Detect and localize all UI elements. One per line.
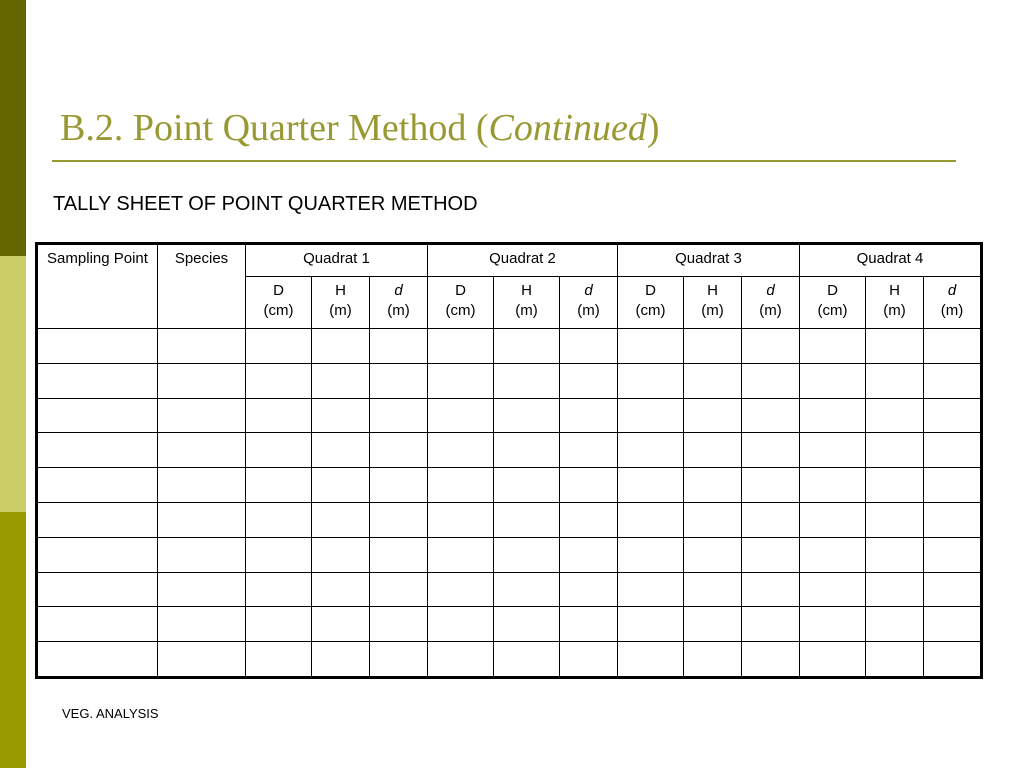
title-text: B.2. Point Quarter Method ( <box>60 107 489 149</box>
column-name: H <box>335 282 346 299</box>
table-cell <box>37 398 158 433</box>
table-cell <box>800 468 866 503</box>
table-cell <box>370 363 428 398</box>
table-cell <box>866 537 924 572</box>
table-cell <box>800 363 866 398</box>
table-row <box>37 329 982 364</box>
table-cell <box>428 329 494 364</box>
table-cell <box>742 502 800 537</box>
table-cell <box>618 572 684 607</box>
table-cell <box>742 398 800 433</box>
table-cell <box>560 329 618 364</box>
table-cell <box>37 502 158 537</box>
table-cell <box>494 572 560 607</box>
table-cell <box>37 642 158 678</box>
table-cell <box>494 502 560 537</box>
column-name: d <box>947 282 957 299</box>
column-unit: (cm) <box>445 302 476 319</box>
table-cell <box>312 642 370 678</box>
quadrat-4-header: Quadrat 4 <box>800 244 982 277</box>
quadrat-3-D-header <box>618 277 684 329</box>
quadrat-3-H-header <box>684 277 742 329</box>
quadrat-2-H-header <box>494 277 560 329</box>
quadrat-1-header: Quadrat 1 <box>246 244 428 277</box>
table-cell <box>924 607 982 642</box>
side-accent-top <box>0 0 26 256</box>
column-unit: (m) <box>515 302 538 319</box>
table-cell <box>684 607 742 642</box>
table-cell <box>800 502 866 537</box>
table-cell <box>560 502 618 537</box>
table-cell <box>866 642 924 678</box>
table-cell <box>618 537 684 572</box>
column-unit: (m) <box>387 302 410 319</box>
column-name: D <box>827 282 838 299</box>
table-cell <box>684 572 742 607</box>
table-cell <box>618 433 684 468</box>
table-cell <box>428 502 494 537</box>
table-cell <box>494 468 560 503</box>
table-cell <box>312 468 370 503</box>
side-accent-middle <box>0 256 26 512</box>
table-cell <box>312 537 370 572</box>
column-name: d <box>584 282 593 299</box>
table-cell <box>37 433 158 468</box>
table-cell <box>370 607 428 642</box>
table-cell <box>924 398 982 433</box>
table-cell <box>742 363 800 398</box>
table-cell <box>684 433 742 468</box>
table-cell <box>428 537 494 572</box>
table-cell <box>37 468 158 503</box>
quadrat-4-H-header <box>866 277 924 329</box>
table-cell <box>37 363 158 398</box>
table-cell <box>924 329 982 364</box>
table-cell <box>370 572 428 607</box>
table-cell <box>312 572 370 607</box>
table-header-row <box>37 244 982 277</box>
table-cell <box>37 572 158 607</box>
quadrat-1-D-header <box>246 277 312 329</box>
column-name: H <box>707 282 718 299</box>
quadrat-1-d-header <box>370 277 428 329</box>
column-unit: (m) <box>759 302 782 319</box>
table-cell <box>618 642 684 678</box>
title-italic-text: Continued <box>488 107 647 149</box>
table-cell <box>684 537 742 572</box>
table-cell <box>158 363 246 398</box>
table-cell <box>494 642 560 678</box>
table-cell <box>494 433 560 468</box>
quadrat-3-d-header <box>742 277 800 329</box>
table-cell <box>428 468 494 503</box>
table-cell <box>800 433 866 468</box>
column-unit: (m) <box>940 302 964 319</box>
side-accent-bottom <box>0 512 26 768</box>
table-cell <box>742 329 800 364</box>
table-cell <box>742 537 800 572</box>
table-cell <box>866 607 924 642</box>
table-cell <box>618 363 684 398</box>
column-unit: (m) <box>883 302 906 319</box>
table-cell <box>246 502 312 537</box>
table-cell <box>37 537 158 572</box>
table-cell <box>428 607 494 642</box>
table-cell <box>924 537 982 572</box>
quadrat-2-d-header <box>560 277 618 329</box>
quadrat-1-H-header <box>312 277 370 329</box>
table-cell <box>370 537 428 572</box>
table-cell <box>742 433 800 468</box>
table-cell <box>246 537 312 572</box>
table-cell <box>742 468 800 503</box>
slide-title <box>60 100 660 156</box>
table-cell <box>560 468 618 503</box>
table-cell <box>924 572 982 607</box>
table-cell <box>618 468 684 503</box>
table-cell <box>312 398 370 433</box>
table-cell <box>37 607 158 642</box>
table-cell <box>684 363 742 398</box>
table-cell <box>866 572 924 607</box>
table-cell <box>684 502 742 537</box>
table-cell <box>800 329 866 364</box>
table-cell <box>246 363 312 398</box>
table-cell <box>37 329 158 364</box>
table-cell <box>560 363 618 398</box>
table-row <box>37 642 982 678</box>
table-cell <box>246 607 312 642</box>
table-row <box>37 572 982 607</box>
column-unit: (m) <box>577 302 600 319</box>
table-cell <box>866 433 924 468</box>
table-cell <box>800 398 866 433</box>
table-cell <box>428 398 494 433</box>
table-cell <box>370 468 428 503</box>
table-cell <box>158 398 246 433</box>
table-cell <box>560 607 618 642</box>
tally-sheet-table <box>35 242 983 679</box>
table-cell <box>618 502 684 537</box>
table-cell <box>494 363 560 398</box>
table-cell <box>684 398 742 433</box>
table-cell <box>246 329 312 364</box>
table-cell <box>312 433 370 468</box>
table-cell <box>158 329 246 364</box>
quadrat-2-D-header <box>428 277 494 329</box>
table-cell <box>560 537 618 572</box>
side-accent-bar <box>0 0 26 768</box>
table-cell <box>158 468 246 503</box>
table-cell <box>618 398 684 433</box>
table-cell <box>924 433 982 468</box>
table-cell <box>742 607 800 642</box>
table-cell <box>684 329 742 364</box>
table-cell <box>246 433 312 468</box>
table-cell <box>158 433 246 468</box>
column-name: D <box>645 282 656 299</box>
table-cell <box>312 502 370 537</box>
table-row <box>37 433 982 468</box>
table-cell <box>800 537 866 572</box>
column-unit: (m) <box>701 302 724 319</box>
column-unit: (m) <box>329 302 352 319</box>
table-cell <box>924 642 982 678</box>
table-cell <box>800 607 866 642</box>
column-unit: (cm) <box>635 302 666 319</box>
column-name: d <box>766 282 775 299</box>
table-cell <box>866 363 924 398</box>
table-cell <box>560 572 618 607</box>
column-name: H <box>521 282 532 299</box>
table-cell <box>312 363 370 398</box>
table-cell <box>494 329 560 364</box>
table-row <box>37 398 982 433</box>
table-cell <box>312 607 370 642</box>
table-row <box>37 468 982 503</box>
table-cell <box>370 433 428 468</box>
table-cell <box>158 607 246 642</box>
table-cell <box>246 572 312 607</box>
table-cell <box>800 642 866 678</box>
table-cell <box>246 468 312 503</box>
column-name: H <box>889 282 900 299</box>
table-cell <box>866 502 924 537</box>
table-row <box>37 537 982 572</box>
table-cell <box>370 329 428 364</box>
table-row <box>37 607 982 642</box>
table-cell <box>560 642 618 678</box>
table-cell <box>618 329 684 364</box>
table-cell <box>866 398 924 433</box>
table-row <box>37 502 982 537</box>
table-cell <box>742 642 800 678</box>
table-cell <box>684 468 742 503</box>
title-underline <box>52 160 956 162</box>
table-cell <box>158 572 246 607</box>
table-cell <box>494 398 560 433</box>
table-cell <box>428 433 494 468</box>
quadrat-4-D-header <box>800 277 866 329</box>
table-cell <box>370 398 428 433</box>
table-cell <box>742 572 800 607</box>
column-name: D <box>273 282 284 299</box>
table-cell <box>924 502 982 537</box>
quadrat-4-d-header <box>924 277 982 329</box>
table-cell <box>866 468 924 503</box>
column-name: D <box>455 282 466 299</box>
quadrat-2-header: Quadrat 2 <box>428 244 618 277</box>
table-cell <box>494 607 560 642</box>
quadrat-3-header: Quadrat 3 <box>618 244 800 277</box>
table-cell <box>494 537 560 572</box>
table-cell <box>428 572 494 607</box>
title-end-text: ) <box>646 107 660 149</box>
table-cell <box>800 572 866 607</box>
table-cell <box>618 607 684 642</box>
table-cell <box>428 363 494 398</box>
table-cell <box>246 642 312 678</box>
table-cell <box>370 642 428 678</box>
table-cell <box>428 642 494 678</box>
table-cell <box>312 329 370 364</box>
column-name: d <box>394 282 403 299</box>
table-row <box>37 363 982 398</box>
table-cell <box>560 398 618 433</box>
table-cell <box>866 329 924 364</box>
table-cell <box>924 468 982 503</box>
sampling-point-header: Sampling Point <box>37 244 158 329</box>
slide-footer: VEG. ANALYSIS <box>62 706 159 721</box>
table-cell <box>158 537 246 572</box>
table-cell <box>560 433 618 468</box>
species-header: Species <box>158 244 246 329</box>
table-cell <box>684 642 742 678</box>
table-cell <box>246 398 312 433</box>
column-unit: (cm) <box>817 302 848 319</box>
table-cell <box>158 642 246 678</box>
slide-subtitle: TALLY SHEET OF POINT QUARTER METHOD <box>53 193 478 215</box>
table-cell <box>370 502 428 537</box>
column-unit: (cm) <box>263 302 294 319</box>
table-cell <box>158 502 246 537</box>
table-cell <box>924 363 982 398</box>
